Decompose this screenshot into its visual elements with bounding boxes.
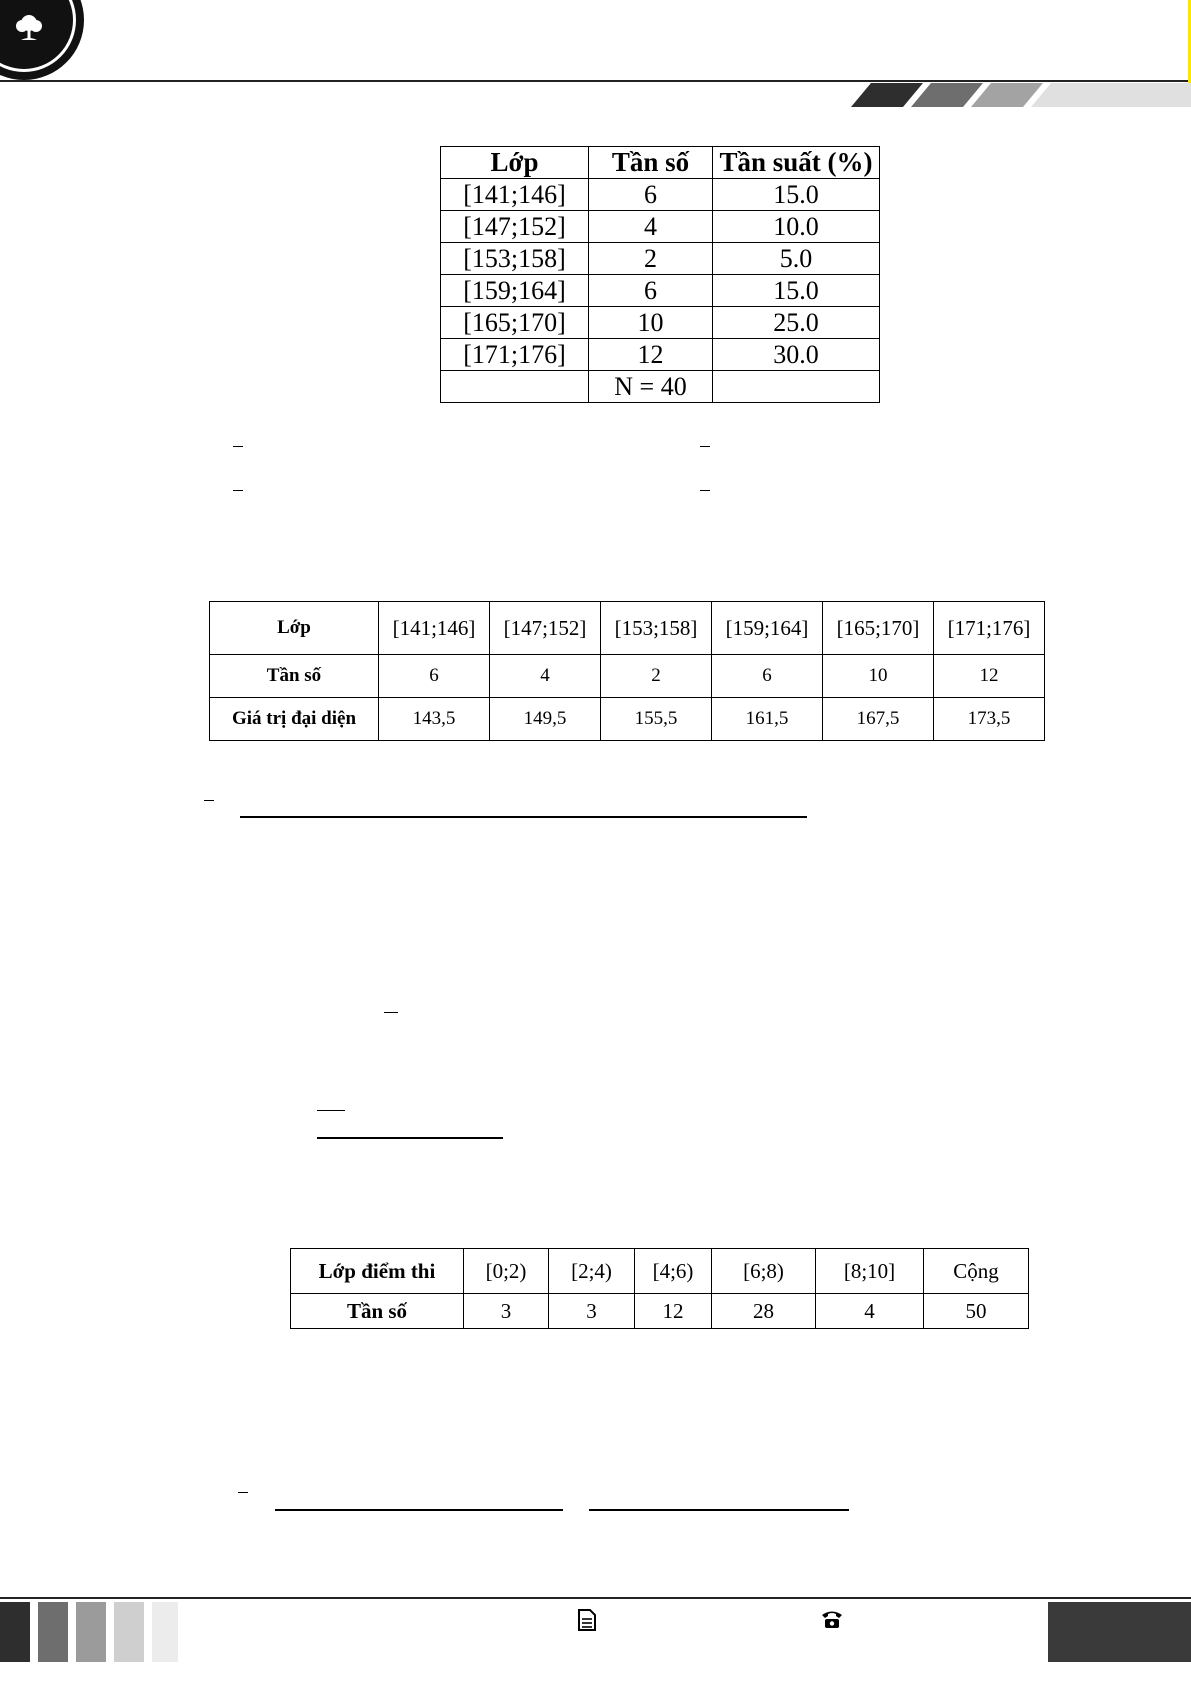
table-header-row	[441, 147, 880, 179]
percent-cell: 15.0	[713, 275, 880, 307]
table-row	[291, 1294, 1029, 1329]
table-row	[441, 307, 880, 339]
table-row	[291, 1249, 1029, 1294]
frequency-cell: 4	[490, 655, 601, 698]
tree-icon	[12, 12, 46, 46]
footer-block	[38, 1602, 68, 1662]
table-row	[210, 698, 1045, 741]
class-cell: [159;164]	[712, 602, 823, 655]
footer-block	[152, 1602, 178, 1662]
row-label-representative-value: Giá trị đại diện	[210, 698, 379, 741]
table-row	[441, 243, 880, 275]
value-cell: 149,5	[490, 698, 601, 741]
frequency-cell: 12	[589, 339, 713, 371]
row-label-frequency: Tần số	[210, 655, 379, 698]
col-header-frequency: Tần số	[589, 147, 713, 179]
exam-score-table	[290, 1248, 1029, 1329]
row-label-class: Lớp	[210, 602, 379, 655]
frequency-cell: 6	[712, 655, 823, 698]
class-cell: [165;170]	[441, 307, 589, 339]
class-cell: [6;8)	[712, 1249, 816, 1294]
class-cell: [153;158]	[441, 243, 589, 275]
class-cell: [147;152]	[441, 211, 589, 243]
table-row	[441, 339, 880, 371]
class-cell: [141;146]	[379, 602, 490, 655]
header-rule	[0, 80, 1191, 82]
value-cell: 143,5	[379, 698, 490, 741]
percent-cell: 15.0	[713, 179, 880, 211]
value-cell: 173,5	[934, 698, 1045, 741]
frequency-cell: 28	[712, 1294, 816, 1329]
total-cell: N = 40	[589, 371, 713, 403]
frequency-cell: 3	[549, 1294, 635, 1329]
class-cell: [171;176]	[934, 602, 1045, 655]
class-cell: [2;4)	[549, 1249, 635, 1294]
overline-mark	[233, 490, 243, 491]
overline-mark	[700, 490, 710, 491]
empty-cell	[713, 371, 880, 403]
total-cell: 50	[924, 1294, 1029, 1329]
percent-cell: 30.0	[713, 339, 880, 371]
class-cell: [165;170]	[823, 602, 934, 655]
overline-mark	[700, 446, 710, 447]
table-row	[210, 655, 1045, 698]
fraction-bar	[589, 1509, 849, 1511]
class-cell: [8;10]	[816, 1249, 924, 1294]
value-cell: 155,5	[601, 698, 712, 741]
document-icon	[576, 1608, 598, 1638]
class-cell: [153;158]	[601, 602, 712, 655]
overline-mark	[233, 446, 243, 447]
frequency-cell: 6	[589, 275, 713, 307]
table-row	[441, 179, 880, 211]
fraction-bar	[240, 816, 807, 818]
phone-icon	[820, 1608, 844, 1636]
class-cell: [159;164]	[441, 275, 589, 307]
overline-mark	[317, 1110, 345, 1111]
table-row	[441, 275, 880, 307]
col-header-relative-frequency: Tần suất (%)	[713, 147, 880, 179]
overline-mark	[238, 1492, 248, 1493]
footer-block	[76, 1602, 106, 1662]
value-cell: 167,5	[823, 698, 934, 741]
table-total-row	[441, 371, 880, 403]
frequency-cell: 12	[635, 1294, 712, 1329]
representative-value-table	[209, 601, 1045, 741]
frequency-cell: 10	[589, 307, 713, 339]
total-header-cell: Cộng	[924, 1249, 1029, 1294]
empty-cell	[441, 371, 589, 403]
footer-block	[114, 1602, 144, 1662]
frequency-cell: 3	[464, 1294, 549, 1329]
class-cell: [0;2)	[464, 1249, 549, 1294]
table-row	[441, 211, 880, 243]
fraction-bar	[317, 1137, 503, 1139]
table-row	[210, 602, 1045, 655]
overline-mark	[384, 1012, 398, 1013]
overline-mark	[204, 800, 214, 801]
value-cell: 161,5	[712, 698, 823, 741]
class-cell: [147;152]	[490, 602, 601, 655]
footer-block	[0, 1602, 30, 1662]
percent-cell: 5.0	[713, 243, 880, 275]
class-cell: [4;6)	[635, 1249, 712, 1294]
percent-cell: 25.0	[713, 307, 880, 339]
fraction-bar	[275, 1509, 563, 1511]
frequency-table	[440, 146, 880, 403]
row-label-frequency: Tần số	[291, 1294, 464, 1329]
class-cell: [171;176]	[441, 339, 589, 371]
frequency-cell: 6	[379, 655, 490, 698]
footer-page-block	[1048, 1602, 1191, 1662]
frequency-cell: 2	[589, 243, 713, 275]
frequency-cell: 6	[589, 179, 713, 211]
frequency-cell: 4	[589, 211, 713, 243]
row-label-score-class: Lớp điểm thi	[291, 1249, 464, 1294]
frequency-cell: 12	[934, 655, 1045, 698]
frequency-cell: 2	[601, 655, 712, 698]
frequency-cell: 10	[823, 655, 934, 698]
percent-cell: 10.0	[713, 211, 880, 243]
col-header-class: Lớp	[441, 147, 589, 179]
header-stripes	[851, 83, 1191, 107]
footer-rule	[0, 1597, 1191, 1599]
frequency-cell: 4	[816, 1294, 924, 1329]
class-cell: [141;146]	[441, 179, 589, 211]
